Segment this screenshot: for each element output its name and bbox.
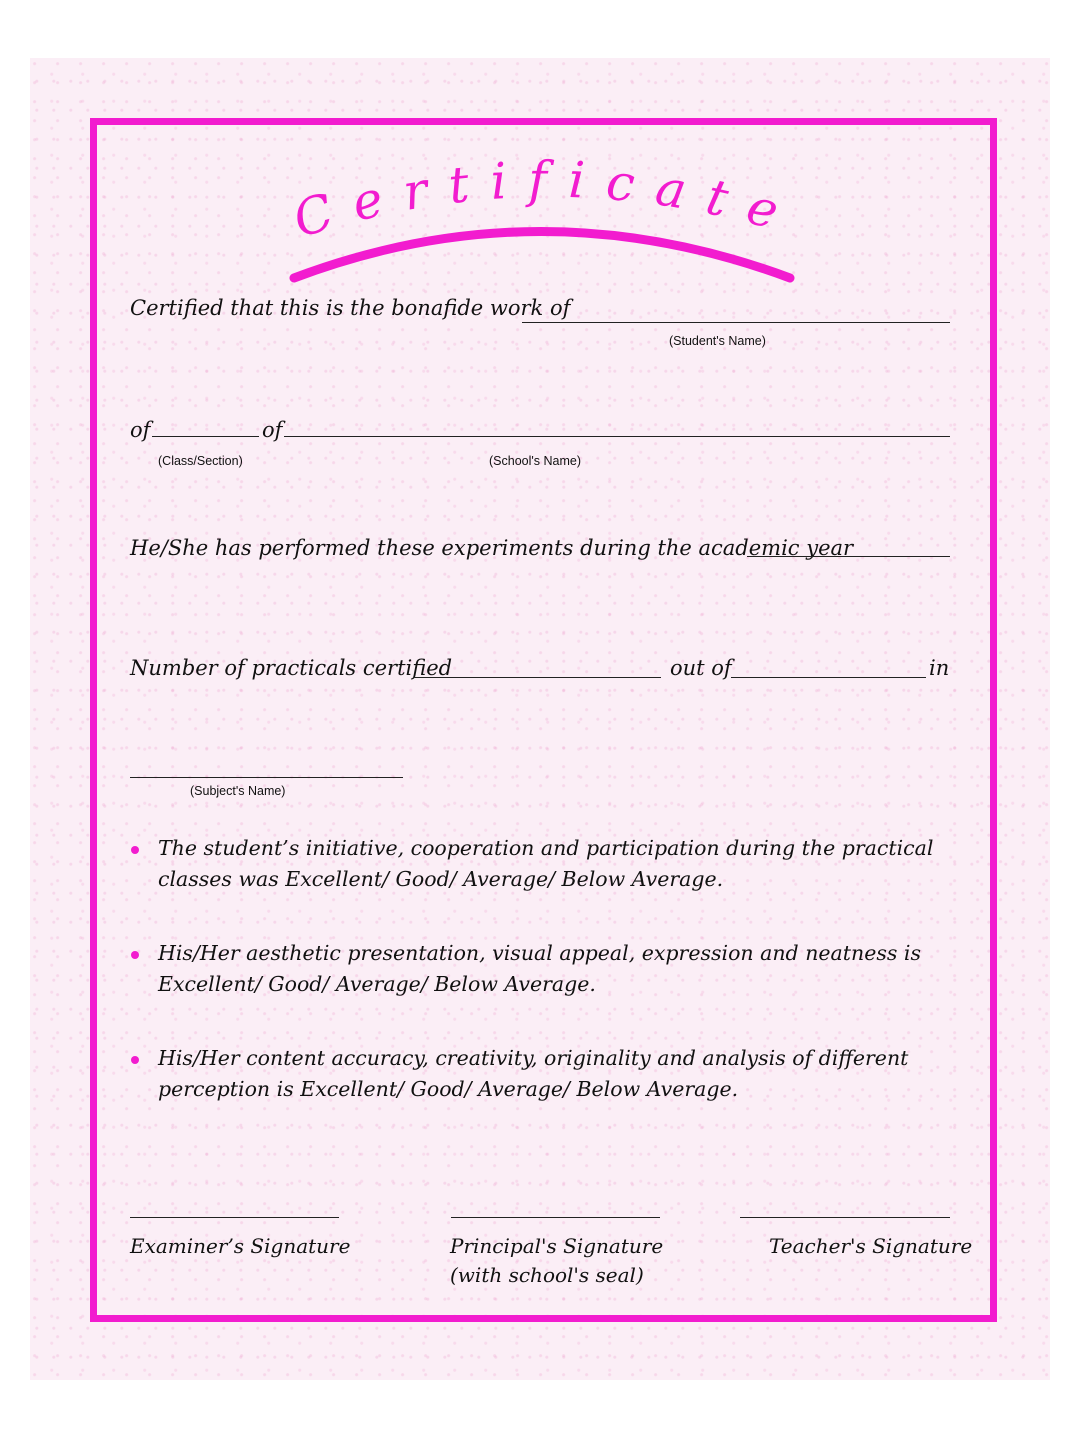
- bullet-text-2: His/Her aesthetic presentation, visual appeal, expression and neatness is Excellent/ Good/ Average/ Below Average.: [158, 941, 921, 996]
- academic-year-text: He/She has performed these experiments during the academic year: [130, 536, 854, 560]
- practicals-total-line[interactable]: [731, 677, 926, 678]
- certificate-title: [280, 150, 810, 290]
- class-section-line[interactable]: [152, 436, 259, 437]
- principal-signature-line[interactable]: [451, 1217, 660, 1218]
- practicals-text: Number of practicals certified: [130, 656, 453, 680]
- teacher-signature-label: Teacher's Signature: [769, 1234, 973, 1258]
- in-text: in: [929, 656, 950, 680]
- principal-signature-label: Principal's Signature: [450, 1234, 664, 1258]
- bullet-text-1: The student’s initiative, cooperation and participation during the practical classes was Excellent/ Good/ Average/ Below Average.: [158, 836, 934, 891]
- examiner-signature-line[interactable]: [130, 1217, 339, 1218]
- of-label-1: of: [130, 418, 151, 442]
- of-label-2: of: [262, 418, 283, 442]
- bullet-icon: [131, 1056, 139, 1064]
- subject-name-caption: (Subject's Name): [190, 784, 286, 798]
- academic-year-line[interactable]: [747, 556, 950, 557]
- bullet-icon: [131, 846, 139, 854]
- bullet-text-3: His/Her content accuracy, creativity, originality and analysis of different perception is Excellent/ Good/ Average/ Below Average.: [158, 1046, 909, 1101]
- subject-name-line[interactable]: [130, 777, 403, 778]
- teacher-signature-line[interactable]: [740, 1217, 950, 1218]
- student-name-line[interactable]: [522, 322, 950, 323]
- bonafide-text: Certified that this is the bonafide work of: [130, 296, 571, 320]
- practicals-count-line[interactable]: [413, 677, 661, 678]
- class-section-caption: (Class/Section): [158, 454, 243, 468]
- school-name-line[interactable]: [284, 436, 950, 437]
- student-name-caption: (Student's Name): [669, 334, 766, 348]
- examiner-signature-label: Examiner’s Signature: [130, 1234, 351, 1258]
- school-name-caption: (School's Name): [489, 454, 581, 468]
- certificate-title-text: Certificate: [286, 150, 806, 250]
- bullet-icon: [131, 951, 139, 959]
- principal-seal-note: (with school's seal): [450, 1263, 644, 1287]
- out-of-text: out of: [670, 656, 732, 680]
